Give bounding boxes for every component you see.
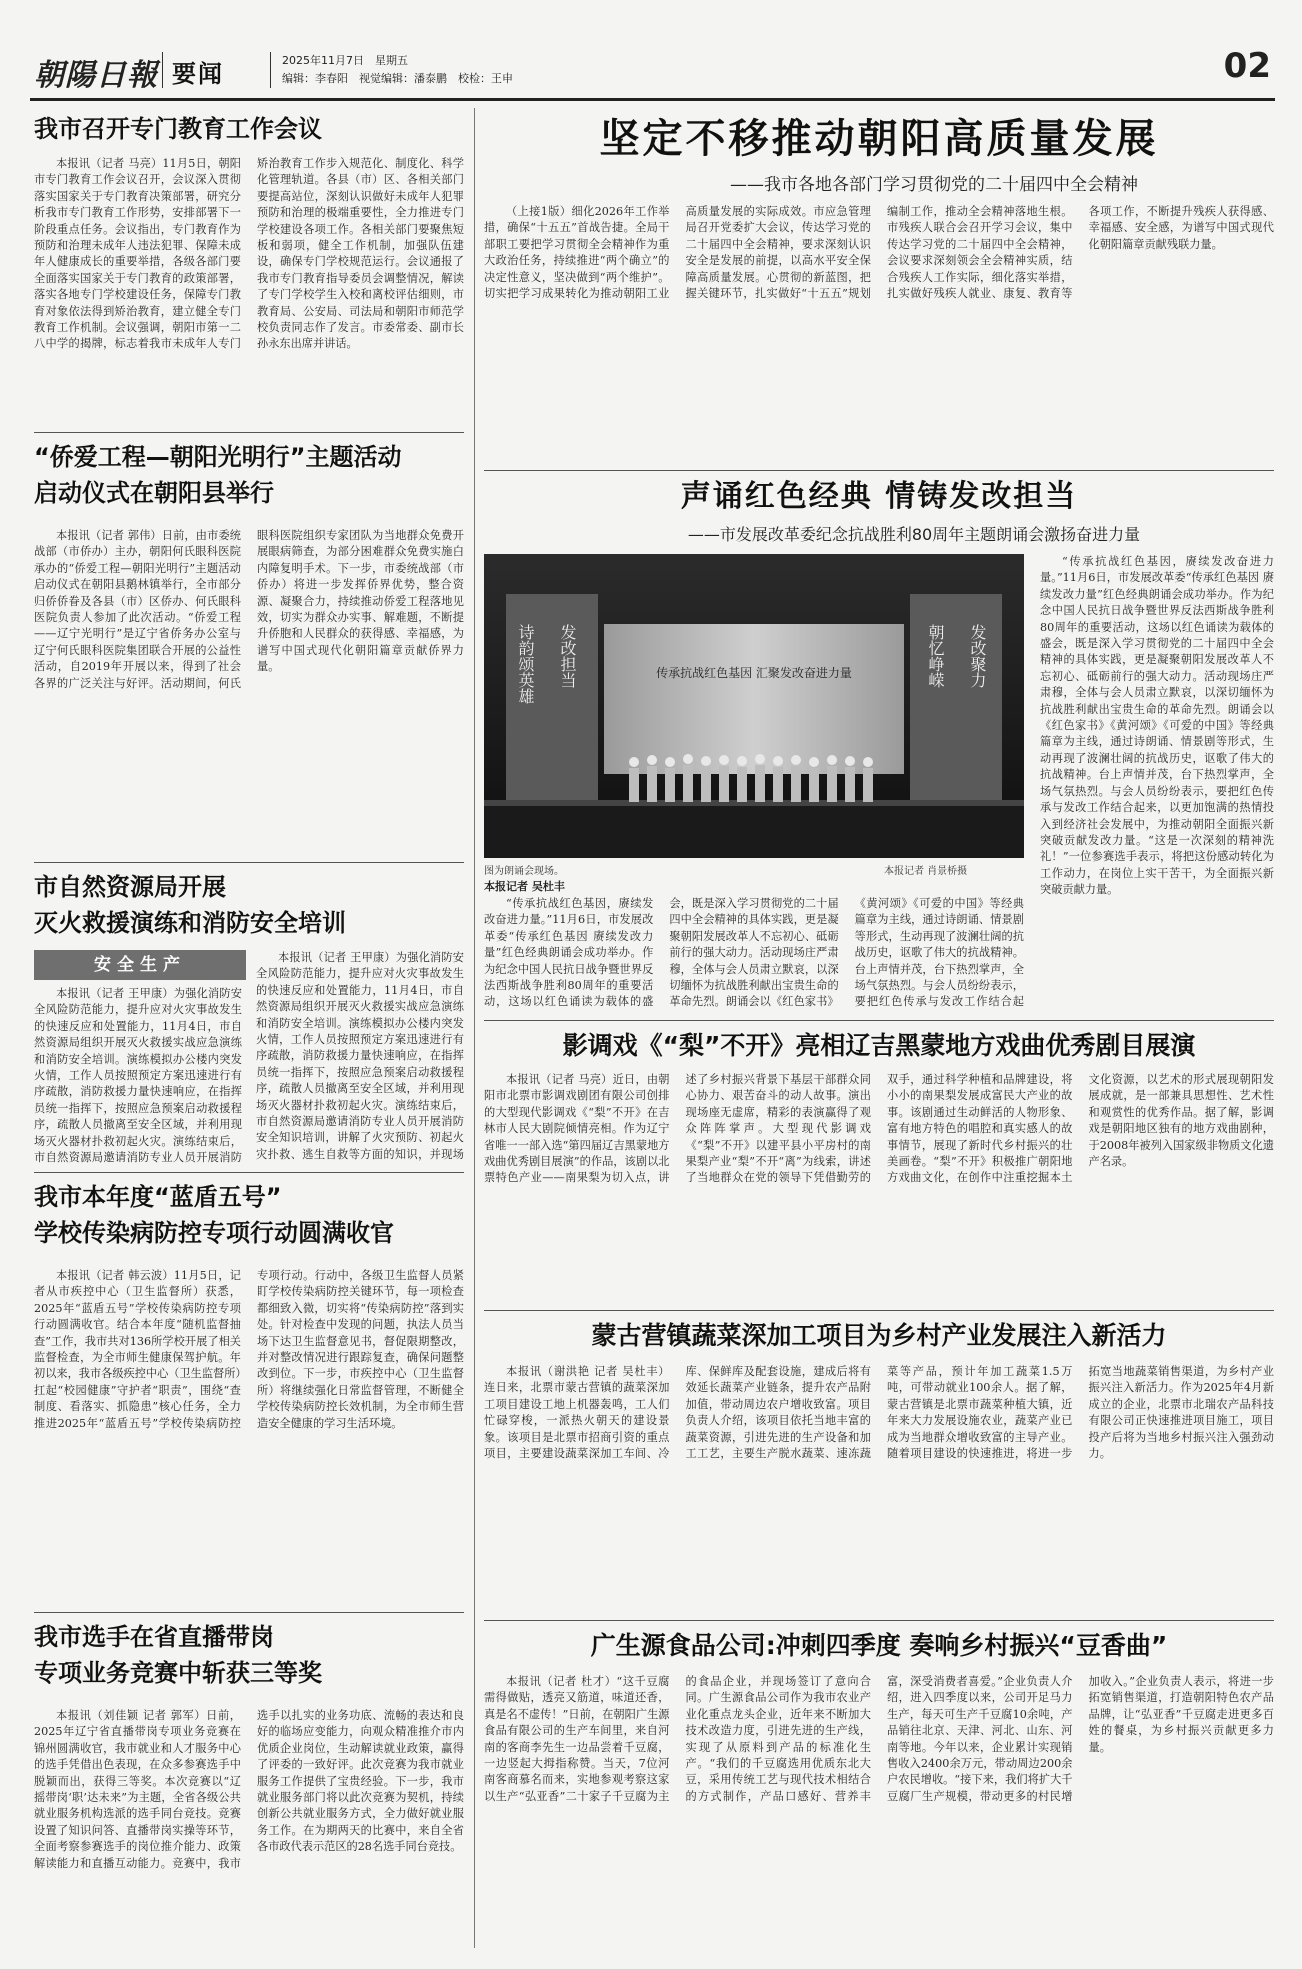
article-fire-drill	[34, 868, 464, 1168]
article-title-line2: 灭火救援演练和消防安全培训	[34, 909, 346, 937]
article-body: 本报讯（记者 马亮）近日，由朝阳市北票市影调戏剧团有限公司创排的大型现代影调戏《“梨”不开》在吉林市人民大剧院倾情亮相。作为辽宁省唯一一部入选“第四届辽吉黑蒙地方戏曲优秀剧目展演”的作品，该剧以北票特色产业——南果梨为切入点，讲述了乡村振兴背景下基层干部群众同心协力、艰苦奋斗的动人故事。演出现场座无虚席，精彩的表演赢得了观众阵阵掌声。大型现代影调戏《“梨”不开》以建平县小平房村的南果梨产业“梨”不开“离”为线索，讲述了当地群众在党的领导下凭借勤劳的双手，通过科学种植和品牌建设，将小小的南果梨发展成富民大产业的故事。该剧通过生动鲜活的人物形象、富有地方特色的唱腔和真实感人的故事情节，展现了新时代乡村振兴的壮美画卷。“梨”不开》积极推广朝阳地方戏曲文化，在创作中注重挖掘本土文化资源，以艺术的形式展现朝阳发展成就，是一部兼具思想性、艺术性和观赏性的优秀作品。据了解，影调戏是朝阳地区独有的地方戏曲剧种，于2008年被列入国家级非物质文化遗产名录。	[484, 1073, 1274, 1185]
article-body: 本报讯（刘佳颖 记者 郭军）日前，2025年辽宁省直播带岗专项业务竞赛在锦州圆满收官，我市就业和人才服务中心的选手凭借出色表现，在众多参赛选手中脱颖而出，获得三等奖。本次竞赛以“辽摇带岗‘职’达未来”为主题，全省各级公共就业服务机构选派的选手同台竞技。竞赛设置了知识问答、直播带岗实操等环节，全面考察参赛选手的岗位推介能力、政策解读能力和直播互动能力。竞赛中，我市选手以扎实的业务功底、流畅的表达和良好的临场应变能力，向观众精准推介市内优质企业岗位，生动解读就业政策，赢得了评委的一致好评。此次竞赛为我市就业服务工作提供了宝贵经验。下一步，我市就业服务部门将以此次竞赛为契机，持续创新公共就业服务方式，全力做好就业服务工作。在为期两天的比赛中，来自全省各市政代表示范区的28名选手同台竞技。	[34, 1709, 464, 1870]
article-blue-shield	[34, 1178, 464, 1608]
right-pillar-text: 朝忆峥嵘	[926, 624, 945, 688]
article-recitation	[484, 476, 1274, 1016]
article-body: 本报讯（记者 郭伟）日前，由市委统战部（市侨办）主办，朝阳何氏眼科医院承办的“侨爱工程—朝阳光明行”主题活动启动仪式在朝阳县鹅林镇举行，全市部分归侨侨眷及各县（市）区侨办、何氏眼科医院负责人参加了此次活动。“侨爱工程——辽宁光明行”是辽宁省侨务办公室与辽宁何氏眼科医院集团联合开展的公益性活动，自2019年开展以来，得到了社会各界的广泛关注与好评。活动期间，何氏眼科医院组织专家团队为当地群众免费开展眼病筛查，为部分困难群众免费实施白内障复明手术。下一步，市委统战部（市侨办）将进一步发挥侨界优势，整合资源、凝聚合力，持续推动侨爱工程落地见效，切实为群众办实事、解难题，不断提升侨胞和人民群众的获得感、幸福感，为谱写中国式现代化朝阳篇章贡献侨界力量。	[34, 529, 464, 690]
article-opera	[484, 1026, 1274, 1306]
article-title-line1: 市自然资源局开展	[34, 873, 226, 901]
article-title-line1: 我市本年度“蓝盾五号”	[34, 1183, 282, 1211]
article-lead-plenum	[484, 108, 1274, 468]
masthead	[30, 40, 1275, 96]
left-pillar-text: 诗韵颂英雄	[516, 624, 535, 704]
article-title: 影调戏《“梨”不开》亮相辽吉黑蒙地方戏曲优秀剧目展演	[562, 1031, 1196, 1060]
article-title: 我市召开专门教育工作会议	[34, 115, 322, 143]
article-title-line1: “侨爱工程—朝阳光明行”主题活动	[34, 443, 402, 471]
article-subtitle: ——市发展改革委纪念抗战胜利80周年主题朗诵会激扬奋进力量	[687, 525, 1141, 544]
section-title: 要闻	[172, 60, 224, 88]
issue-date: 2025年11月7日 星期五	[282, 54, 408, 67]
article-special-education	[34, 108, 464, 428]
article-body-col2: 本报讯（记者 王甲康）为强化消防安全风险防范能力，提升应对火灾事故发生的快速反应和处置能力，11月4日，市自然资源局组织开展灭火救援实战应急演练和消防安全培训。演练模拟办公楼内突发火情，工作人员按照预定方案迅速进行有序疏散，消防救援力量快速响应，在指挥员统一指挥下，按照应急预案启动救援程序，疏散人员撤离至安全区域，并利用现场灭火器材扑救初起火灾。演练结束后，市自然资源局邀请消防专业人员开展消防安全知识培训，讲解了火灾预防、初起火灾扑救、逃生自救等方面的知识，并现场	[256, 951, 464, 1161]
lead-body: （上接1版）细化2026年工作举措，确保“十五五”首战告捷。全局干部职工要把学习贯彻全会精神作为重大政治任务，持续推进“两个确立”的决定性意义，坚决做到“两个维护”。切实把学习成果转化为推动朝阳工业高质量发展的实际成效。市应急管理局召开党委扩大会议，传达学习党的二十届四中全会精神，要求深刻认识安全是发展的前提，以高水平安全保障高质量发展。心贯彻的新蓝图，把握关键环节，扎实做好“十五五”规划编制工作，推动全会精神落地生根。市残疾人联合会召开学习会议，集中传达学习党的二十届四中全会精神，会议要求深刻领会全会精神实质，结合残疾人工作实际，细化落实举措，扎实做好残疾人就业、康复、教育等各项工作，不断提升残疾人获得感、幸福感、安全感，为谱写中国式现代化朝阳篇章贡献残联力量。	[484, 205, 1274, 301]
article-vegetable-project	[484, 1316, 1274, 1616]
stage-banner-text: 传承抗战红色基因 汇聚发改奋进力量	[656, 666, 852, 680]
article-title: 声诵红色经典 情铸发改担当	[680, 479, 1078, 514]
page-number: 02	[1223, 46, 1271, 86]
article-overseas-chinese	[34, 438, 464, 858]
article-body-right: “传承抗战红色基因，赓续发改奋进力量。”11月6日，市发展改革委“传承红色基因 赓续发改力量”红色经典朗诵会成功举办。作为纪念中国人民抗日战争暨世界反法西斯战争胜利80周年的重要活动，这场以红色诵读为载体的盛会，既是深入学习贯彻党的二十届四中全会精神的具体实践，更是凝聚朝阳发展改革人不忘初心、砥砺前行的强大动力。活动现场庄严肃穆，全体与会人员肃立默哀，以深切缅怀为抗战胜利献出宝贵生命的革命先烈。朗诵会以《红色家书》《黄河颂》《可爱的中国》等经典篇章为主线，通过诗朗诵、情景剧等形式，生动再现了波澜壮阔的抗战历史，讴歌了伟大的抗战精神。台上声情并茂，台下热烈掌声，全场气氛热烈。与会人员纷纷表示，要把红色传承与发改工作结合起来，以更加饱满的热情投入到经济社会发展中，为推动朝阳全面振兴新突破贡献发改力量。“这是一次深刻的精神洗礼！”一位参赛选手表示，将把这份感动转化为工作动力，在岗位上实干苦干，为全面振兴新突破贡献力量。	[1040, 555, 1274, 897]
article-title-line2: 启动仪式在朝阳县举行	[34, 479, 274, 507]
event-photo	[484, 554, 1024, 858]
newspaper-logo: 朝陽日報	[34, 58, 158, 93]
article-title-line1: 我市选手在省直播带岗	[34, 1623, 274, 1651]
article-body: 本报讯（记者 韩云波）11月5日，记者从市疾控中心（卫生监督所）获悉，2025年“蓝盾五号”学校传染病防控专项行动圆满收官。结合本年度“随机监督抽查”工作，我市共对136所学校开展了相关监督检查，为全市师生健康保驾护航。年初以来，我市各级疾控中心（卫生监督所）扛起“校园健康”守护者“职责”，围绕“查制度、看落实、抓隐患”核心任务，全力推进2025年“蓝盾五号”学校传染病防控专项行动。行动中，各级卫生监督人员紧盯学校传染病防控关键环节，每一项检查都细致入微，切实将“传染病防控”落到实处。针对检查中发现的问题，执法人员当场下达卫生监督意见书，督促限期整改，并对整改情况进行跟踪复查，确保问题整改到位。下一步，市疾控中心（卫生监督所）将继续强化日常监督管理，不断健全学校传染病防控长效机制，为全市师生营造安全健康的学习生活环境。	[34, 1269, 464, 1430]
article-body-col1: 本报讯（记者 王甲康）为强化消防安全风险防范能力，提升应对火灾事故发生的快速反应和处置能力，11月4日，市自然资源局组织开展灭火救援实战应急演练和消防安全培训。演练模拟办公楼内突发火情，工作人员按照预定方案迅速进行有序疏散，消防救援力量快速响应，在指挥员统一指挥下，按照应急预案启动救援程序，疏散人员撤离至安全区域，并利用现场灭火器材扑救初起火灾。演练结束后，市自然资源局邀请消防专业人员开展消防	[34, 987, 242, 1164]
article-body: 本报讯（记者 马亮）11月5日，朝阳市专门教育工作会议召开，会议深入贯彻落实国家关于专门教育决策部署，研究分析我市专门教育工作形势，安排部署下一阶段重点任务。会议指出，专门教育作为预防和治理未成年人违法犯罪、保障未成年人健康成长的重要举措，各级各部门要全面落实国家关于专门教育的政策部署，落实各地专门学校建设任务，保障专门教育对象依法得到矫治教育，建立健全专门教育工作机制。会议强调，朝阳市第一二八中学的揭牌，标志着我市未成年人专门矫治教育工作步入规范化、制度化、科学化管理轨道。各县（市）区、各相关部门要提高站位，深刻认识做好未成年人犯罪预防和治理的极端重要性，全力推进专门学校建设各项工作。各相关部门要聚焦短板和弱项，健全工作机制，加强队伍建设，确保专门学校规范运行。会议通报了我市专门教育指导委员会调整情况，解读了专门学校学生入校和离校评估细则，市教育局、公安局、司法局和朝阳市师范学校负责同志作了发言。市委常委、副市长孙永东出席并讲话。	[34, 157, 464, 351]
article-tofu-company	[484, 1626, 1274, 1948]
right-pillar-text2: 发改聚力	[968, 624, 987, 688]
article-title-line2: 学校传染病防控专项行动圆满收官	[34, 1219, 394, 1247]
safety-section-tag: 安全生产	[34, 950, 246, 980]
lead-subheadline: ——我市各地各部门学习贯彻党的二十届四中全会精神	[730, 175, 1138, 195]
article-body: 本报讯（谢洪艳 记者 吴杜丰）连日来，北票市蒙古营镇的蔬菜深加工项目建设工地上机器轰鸣，工人们忙碌穿梭，一派热火朝天的建设景象。该项目是北票市招商引资的重点项目，主要建设蔬菜深加工车间、冷库、保鲜库及配套设施，建成后将有效延长蔬菜产业链条，提升农产品附加值，带动周边农户增收致富。项目负责人介绍，该项目依托当地丰富的蔬菜资源，引进先进的生产设备和加工工艺，主要生产脱水蔬菜、速冻蔬菜等产品，预计年加工蔬菜1.5万吨，可带动就业100余人。据了解，蒙古营镇是北票市蔬菜种植大镇，近年来大力发展设施农业，蔬菜产业已成为当地群众增收致富的主导产业。随着项目建设的快速推进，将进一步拓宽当地蔬菜销售渠道，为乡村产业振兴注入新活力。作为2025年4月新成立的企业，北票市北瑞农产品科技有限公司正快速推进项目施工，项目投产后将为当地乡村振兴注入强劲动力。	[484, 1365, 1274, 1461]
lead-headline: 坚定不移推动朝阳高质量发展	[599, 116, 1159, 162]
editor-credits: 编辑：李春阳 视觉编辑：潘泰鹏 校检：王申	[282, 72, 513, 85]
article-body: 本报讯（记者 杜才）“这千豆腐需得做贴，透亮又筋道，味道还香，真是名不虚传！”日前，在朝阳广生源食品有限公司的生产车间里，来自河南的客商李先生一边品尝着千豆腐，一边竖起大拇指称赞。当天，7位河南客商慕名而来，实地参观考察这家以生产“弘亚香”二十家子千豆腐为主的食品企业，并现场签订了意向合同。广生源食品公司作为我市农业产业化重点龙头企业，近年来不断加大技术改造力度，引进先进的生产线，实现了从原料到产品的标准化生产。“我们的千豆腐选用优质东北大豆，采用传统工艺与现代技术相结合的方式制作，产品口感好、营养丰富，深受消费者喜爱。”企业负责人介绍，进入四季度以来，公司开足马力生产，每天可生产千豆腐10余吨，产品销往北京、天津、河北、山东、河南等地。今年以来，企业累计实现销售收入2400余万元，带动周边200余户农民增收。“接下来，我们将扩大千豆腐厂生产规模，带动更多的村民增加收入。”企业负责人表示，将进一步拓宽销售渠道，打造朝阳特色农产品品牌，让“弘亚香”千豆腐走进更多百姓的餐桌，为乡村振兴贡献更多力量。	[484, 1675, 1274, 1803]
stage-illustration	[484, 554, 1024, 858]
left-pillar-text2: 发改担当	[558, 624, 577, 688]
photo-credit: 本报记者 肖景桥摄	[884, 866, 968, 877]
article-byline: 本报记者 吴杜丰	[484, 880, 565, 893]
article-title: 广生源食品公司:冲刺四季度 奏响乡村振兴“豆香曲”	[590, 1631, 1168, 1660]
photo-caption: 图为朗诵会现场。	[484, 866, 564, 877]
article-title: 蒙古营镇蔬菜深加工项目为乡村产业发展注入新活力	[591, 1321, 1167, 1350]
article-body-lower: “传承抗战红色基因，赓续发改奋进力量。”11月6日，市发展改革委“传承红色基因 赓续发改力量”红色经典朗诵会成功举办。作为纪念中国人民抗日战争暨世界反法西斯战争胜利80周年的重要活动，这场以红色诵读为载体的盛会，既是深入学习贯彻党的二十届四中全会精神的具体实践，更是凝聚朝阳发展改革人不忘初心、砥砺前行的强大动力。活动现场庄严肃穆，全体与会人员肃立默哀，以深切缅怀为抗战胜利献出宝贵生命的革命先烈。朗诵会以《红色家书》《黄河颂》《可爱的中国》等经典篇章为主线，通过诗朗诵、情景剧等形式，生动再现了波澜壮阔的抗战历史，讴歌了伟大的抗战精神。台上声情并茂，台下热烈掌声，全场气氛热烈。与会人员纷纷表示，要把红色传承与发改工作结合起	[484, 897, 1024, 1009]
article-title-line2: 专项业务竞赛中斩获三等奖	[34, 1659, 322, 1687]
article-livestream-contest	[34, 1618, 464, 1948]
